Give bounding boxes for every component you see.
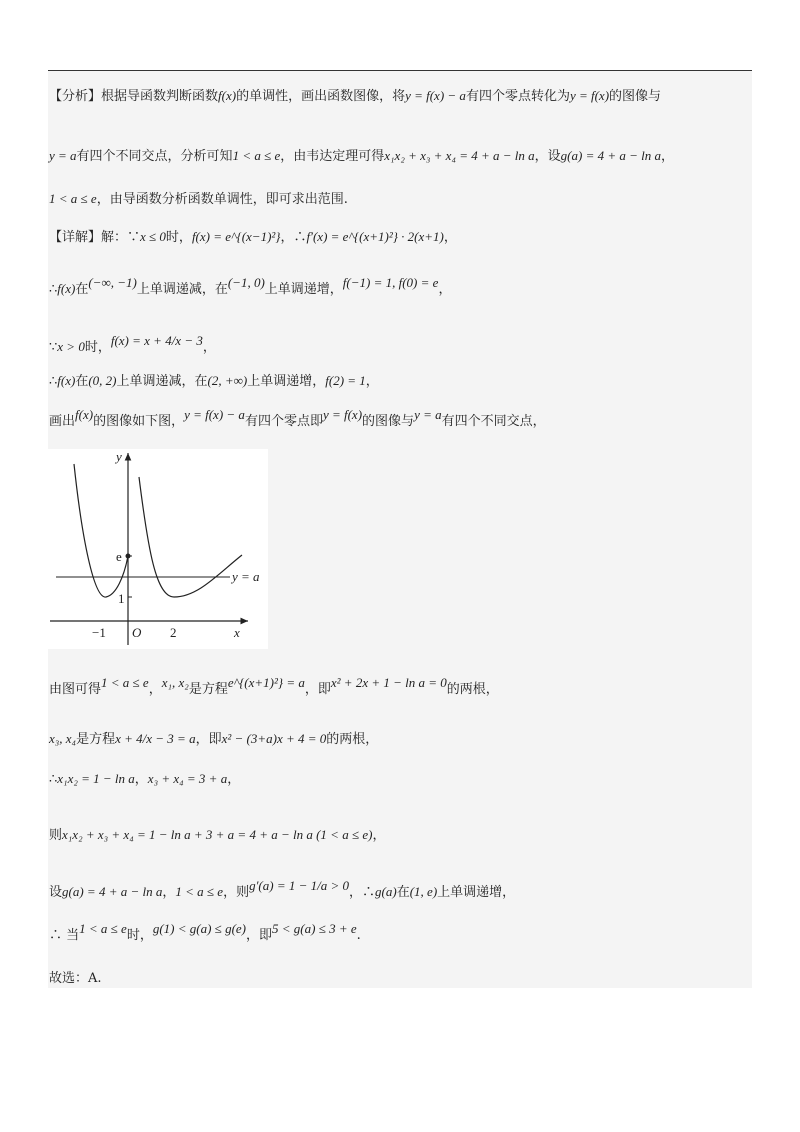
two-label: 2 xyxy=(170,625,177,640)
detail-line-8 xyxy=(49,770,240,789)
math: f(2) = 1 xyxy=(325,373,366,388)
math: (0, 2) xyxy=(88,373,117,388)
text: 的两根， xyxy=(446,682,499,697)
text: ，由韦达定理可得 xyxy=(280,149,385,164)
math: f(−1) = 1, f(0) = e xyxy=(342,275,439,290)
text: 的图像与 xyxy=(609,89,662,104)
math: 1 < a ≤ e xyxy=(79,921,127,936)
y-axis-label: y xyxy=(116,449,122,464)
detail-line-6 xyxy=(49,675,499,699)
math: x₁x₂ + x₃ + x₄ = 4 + a − ln a xyxy=(384,148,535,163)
text: 时， xyxy=(165,230,192,245)
math: f(x) xyxy=(57,373,76,388)
math: y = f(x) xyxy=(322,407,363,422)
text: ，即 xyxy=(304,682,331,697)
text: ， xyxy=(134,772,148,787)
detail-line-1 xyxy=(49,228,457,247)
text: 的图像与 xyxy=(362,414,415,429)
math: x₁x₂ = 1 − ln a xyxy=(57,771,135,786)
point-e xyxy=(126,554,131,559)
math: 1 < a ≤ e xyxy=(232,148,281,163)
text: 在 xyxy=(75,374,89,389)
text: 有四个零点转化为 xyxy=(465,89,570,104)
text: ，∴ xyxy=(349,885,376,900)
line-label: y = a xyxy=(232,569,260,584)
text: ，则 xyxy=(223,885,250,900)
math: (2, +∞) xyxy=(207,373,248,388)
math: x² + 2x + 1 − ln a = 0 xyxy=(330,675,447,690)
math: f(x) xyxy=(57,281,76,296)
text: 有四个不同交点，分析可知 xyxy=(76,149,233,164)
math: 5 < g(a) ≤ 3 + e xyxy=(272,921,357,936)
math: f(x) xyxy=(218,88,237,103)
text: ， xyxy=(202,340,216,355)
math: e^{(x+1)²} = a xyxy=(227,675,305,690)
text: ， xyxy=(661,149,675,164)
text: ，即 xyxy=(246,928,273,943)
math: g′(a) = 1 − 1/a > 0 xyxy=(249,878,350,893)
text: 上单调递增， xyxy=(247,374,326,389)
math: 1 < a ≤ e xyxy=(49,191,97,206)
text: 是方程 xyxy=(76,732,116,747)
math: x ≤ 0 xyxy=(140,229,166,244)
text: ∴ 当 xyxy=(49,928,80,943)
math: g(a) = 4 + a − ln a xyxy=(62,884,163,899)
text: ， xyxy=(162,885,176,900)
text: 【详解】解：∵ xyxy=(49,230,141,245)
math: y = f(x) xyxy=(569,88,610,103)
text: 时， xyxy=(84,340,111,355)
e-label: e xyxy=(116,549,122,564)
text: ， xyxy=(227,772,241,787)
one-label: 1 xyxy=(118,591,125,606)
detail-line-11 xyxy=(49,921,361,945)
text: ∵ xyxy=(49,340,58,355)
detail-line-9 xyxy=(49,826,385,845)
detail-line-4 xyxy=(49,372,379,391)
text: ∴ xyxy=(49,374,58,389)
text: . xyxy=(356,928,361,943)
x-axis-label: x xyxy=(234,625,240,640)
math: y = f(x) − a xyxy=(405,88,466,103)
math: 1 < a ≤ e xyxy=(175,884,224,899)
text: 是方程 xyxy=(188,682,228,697)
math: 1 < a ≤ e xyxy=(101,675,149,690)
math: f(x) xyxy=(75,407,94,422)
text: 有四个零点即 xyxy=(244,414,323,429)
neg-one-label: −1 xyxy=(92,625,106,640)
text: 由图可得 xyxy=(49,682,102,697)
math: x > 0 xyxy=(57,339,85,354)
text: ， xyxy=(443,230,457,245)
math: f(x) = x + 4/x − 3 xyxy=(110,333,203,348)
detail-line-5 xyxy=(49,407,546,431)
analysis-line-1 xyxy=(49,87,661,106)
text: 的单调性，画出函数图像，将 xyxy=(236,89,406,104)
math: x₃, x₄ xyxy=(49,731,77,746)
math: g(1) < g(a) ≤ g(e) xyxy=(152,921,246,936)
origin-label: O xyxy=(132,625,142,640)
math: f′(x) = e^{(x+1)²} · 2(x+1) xyxy=(306,229,444,244)
text: 设 xyxy=(49,885,63,900)
text: 上单调递减，在 xyxy=(136,282,228,297)
text: 则 xyxy=(49,828,63,843)
math: g(a) = 4 + a − ln a xyxy=(560,148,662,163)
right-curve xyxy=(139,477,242,597)
math: x₃ + x₄ = 3 + a xyxy=(147,771,228,786)
math: (−1, 0) xyxy=(227,275,265,290)
math: x² − (3+a)x + 4 = 0 xyxy=(221,731,327,746)
detail-line-7 xyxy=(49,730,378,749)
text: ， xyxy=(148,682,162,697)
text: 的两根， xyxy=(326,732,379,747)
analysis-line-2 xyxy=(49,147,674,166)
math: (1, e) xyxy=(409,884,438,899)
function-graph xyxy=(48,449,268,649)
math: y = f(x) − a xyxy=(184,407,245,422)
text: 上单调递增， xyxy=(437,885,516,900)
text: 时， xyxy=(126,928,153,943)
text: 故选：A. xyxy=(49,971,102,986)
text: 上单调递增， xyxy=(264,282,343,297)
text: ， xyxy=(365,374,379,389)
text: 在 xyxy=(75,282,89,297)
text: ， xyxy=(438,282,452,297)
text: ，设 xyxy=(534,149,561,164)
detail-line-10 xyxy=(49,878,516,902)
math: g(a) xyxy=(375,884,397,899)
math: f(x) = e^{(x−1)²} xyxy=(191,229,281,244)
text: ∴ xyxy=(49,282,58,297)
text: ∴ xyxy=(49,772,58,787)
math: x₁x₂ + x₃ + x₄ = 1 − ln a + 3 + a = 4 + a − ln a (1 < a ≤ e) xyxy=(62,827,373,842)
detail-line-3 xyxy=(49,333,216,357)
math: x₁, x₂ xyxy=(161,675,189,690)
math: x + 4/x − 3 = a xyxy=(115,731,196,746)
text: 在 xyxy=(396,885,410,900)
text: ，由导函数分析函数单调性，即可求出范围. xyxy=(96,192,348,207)
text: 画出 xyxy=(49,414,76,429)
text: ，∴ xyxy=(280,230,307,245)
answer-line xyxy=(49,970,102,988)
top-rule xyxy=(48,70,752,71)
text: ，即 xyxy=(195,732,222,747)
detail-line-2 xyxy=(49,275,452,299)
text: ， xyxy=(372,828,386,843)
text: 【分析】根据导函数判断函数 xyxy=(49,89,219,104)
math: y = a xyxy=(49,148,77,163)
analysis-line-3 xyxy=(49,190,348,209)
text: 的图像如下图， xyxy=(93,414,185,429)
math: y = a xyxy=(414,407,442,422)
math: (−∞, −1) xyxy=(88,275,137,290)
text: 上单调递减，在 xyxy=(116,374,208,389)
text: 有四个不同交点， xyxy=(441,414,546,429)
